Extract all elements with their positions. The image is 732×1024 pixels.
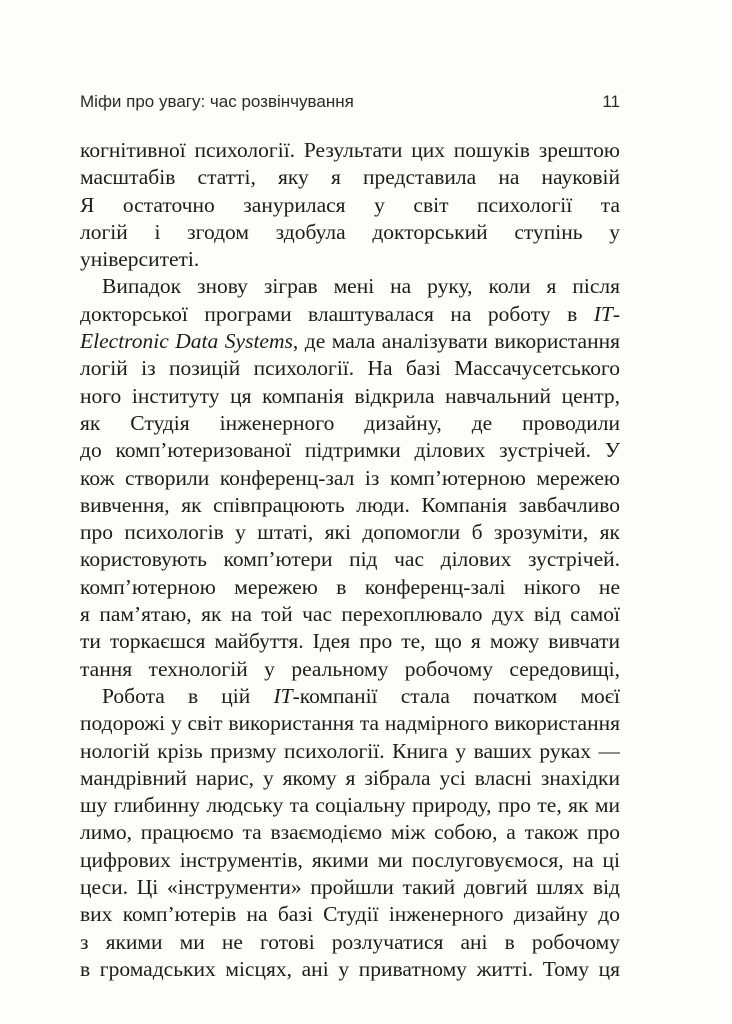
text-line: університеті. <box>80 247 200 272</box>
text-line: тання технологій у реальному робочому середовищі, <box>80 656 620 681</box>
running-header <box>80 92 620 118</box>
text-line: мандрівний нарис, у якому я зібрала усі власні знахідки <box>80 765 620 790</box>
text-line: про психологів у штаті, які допомогли б зрозуміти, як <box>80 520 620 545</box>
text-line: когнітивної психології. Результати цих пошуків зрештою <box>80 138 620 162</box>
italic-text: Electronic Data Systems <box>80 329 293 354</box>
text-line: масштабів статті, яку я представила на науковій <box>80 165 620 190</box>
text-line: з якими ми не готові розлучатися ані в робочому <box>80 929 620 954</box>
page-number: 11 <box>602 92 620 111</box>
text-line: нологій крізь призму психології. Книга у ваших руках — <box>80 738 620 763</box>
text-line: цифрових інструментів, якими ми послуговуємося, на ці <box>80 847 620 872</box>
text-line: ного інституту ця компанія відкрила навчальний центр, <box>80 383 620 408</box>
text-line: Випадок знову зіграв мені на руку, коли я після <box>102 274 620 299</box>
text-line: подорожі у світ використання та надмірного використання <box>80 711 620 736</box>
italic-text: IT <box>593 301 613 326</box>
text-line: в громадських місцях, ані у приватному житті. Тому ця <box>80 956 620 981</box>
text-line: Electronic Data Systems, де мала аналізувати використання <box>80 329 620 354</box>
text-line: докторської програми влаштувалася на роботу в IT- <box>80 301 620 326</box>
running-title: Міфи про увагу: час розвінчування <box>80 92 354 111</box>
text-line: кож створили конференц-зал із комп’ютерною мережею <box>80 465 620 490</box>
body-text <box>80 137 620 983</box>
text-line: Робота в цій IT-компанії стала початком моєї <box>102 683 620 708</box>
italic-text: IT <box>273 683 293 708</box>
text-line: цеси. Ці «інструменти» пройшли такий довгий шлях від <box>80 875 620 900</box>
text-line: Я остаточно занурилася у світ психології та <box>80 192 620 217</box>
text-line: до комп’ютеризованої підтримки ділових зустрічей. У <box>80 438 620 463</box>
text-line: лимо, працюємо та взаємодіємо між собою, а також про <box>80 820 620 845</box>
text-line: логій і згодом здобула докторський ступінь у <box>80 219 620 244</box>
text-line: вивчення, як співпрацюють люди. Компанія завбачливо <box>80 492 620 517</box>
text-line: як Студія інженерного дизайну, де проводили <box>80 410 620 435</box>
text-line: вих комп’ютерів на базі Студії інженерного дизайну до <box>80 902 620 927</box>
text-line: логій із позицій психології. На базі Массачусетського <box>80 356 620 381</box>
text-line: комп’ютерною мережею в конференц-залі нікого не <box>80 574 620 599</box>
text-line: ти торкаєшся майбуття. Ідея про те, що я можу вивчати <box>80 629 620 654</box>
text-line: користовують комп’ютери під час ділових зустрічей. <box>80 547 620 572</box>
text-line: шу глибинну людську та соціальну природу, про те, як ми <box>80 793 620 818</box>
text-line: я пам’ятаю, як на той час перехоплювало дух від самої <box>80 602 620 627</box>
